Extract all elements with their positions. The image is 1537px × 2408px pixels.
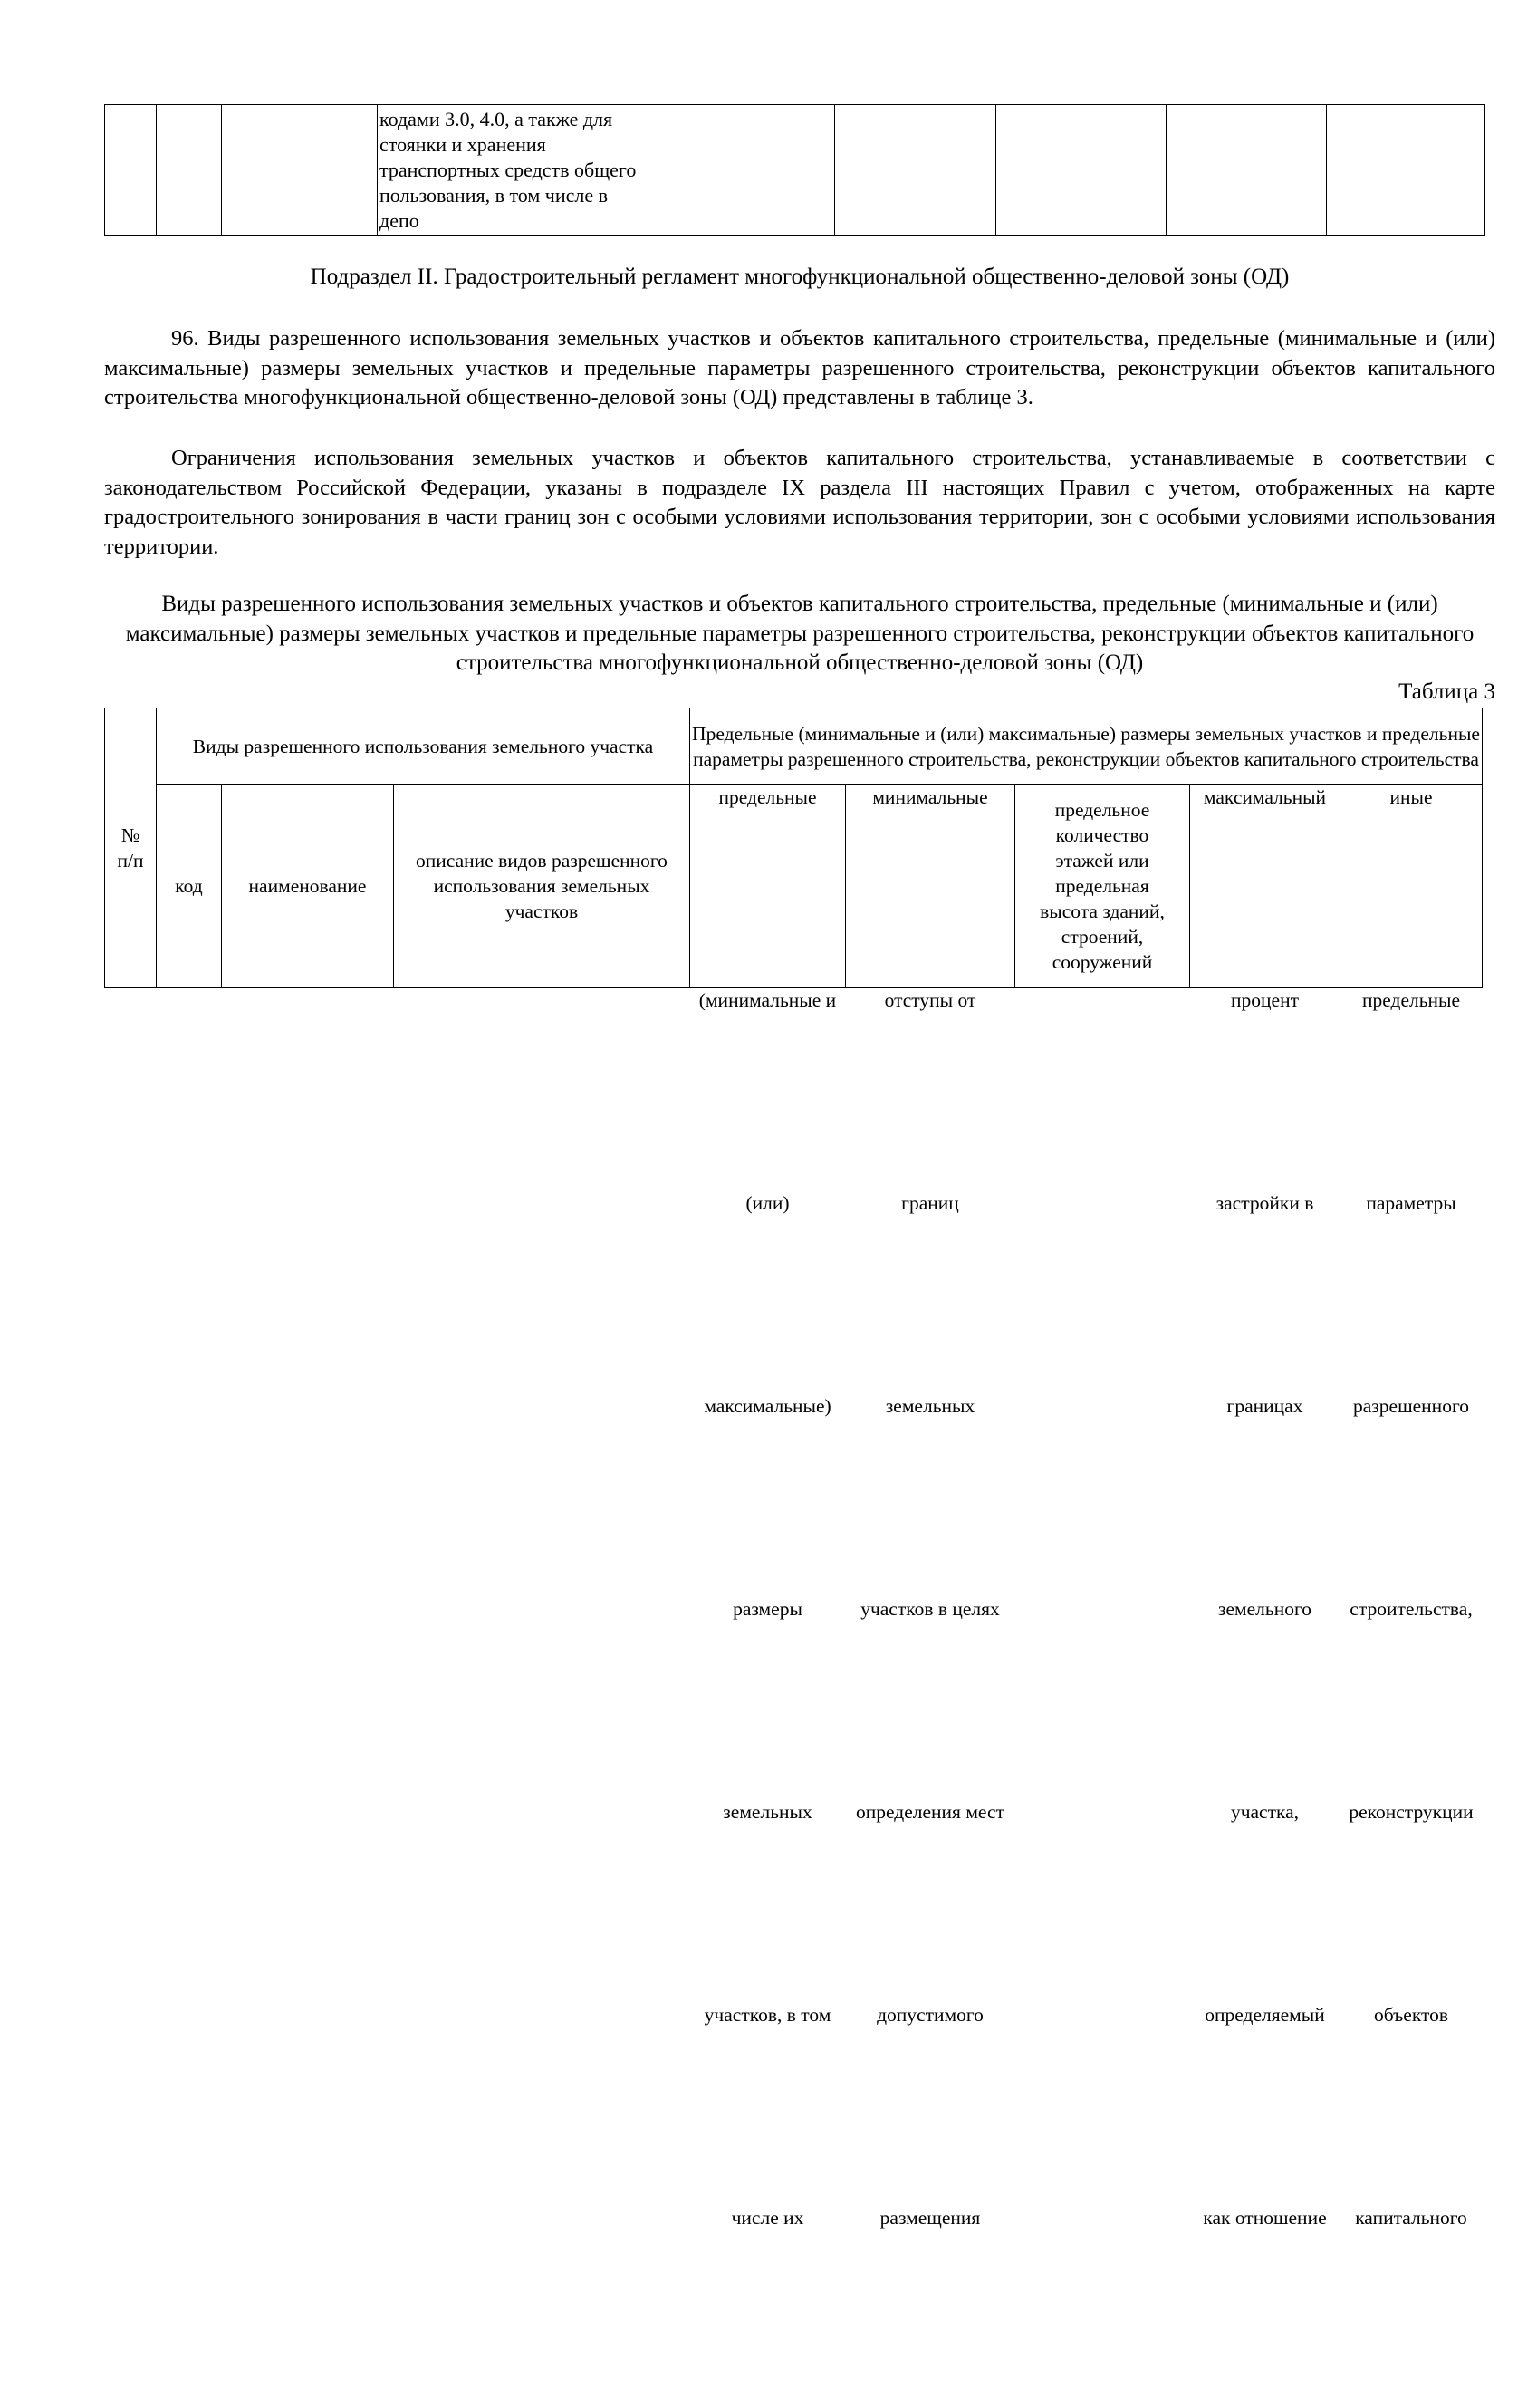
table-cell (677, 105, 835, 236)
table-caption: Виды разрешенного использования земельных участков и объектов капитального строительства, предельные (минимальные и (или) максимальные) размеры земельных участков и предельные параметры разрешенного строительства, реконструкции объектов капитального строительства многофункциональной общественно-деловой зоны (ОД) (125, 592, 1475, 675)
group-header-permitted-uses: Виды разрешенного использования земельного участка (157, 708, 690, 785)
table-row (105, 105, 1485, 236)
column-header-coverage-percent: максимальный процент застройки в границах земельного участка, определяемый как отношение (1190, 785, 1340, 988)
column-header-setbacks: минимальные отступы от границ земельных участков в целях определения мест допустимого размещения (846, 785, 1015, 988)
paragraph-restrictions: Ограничения использования земельных участков и объектов капитального строительства, устанавливаемые в соответствии с законодательством Российской Федерации, указаны в подразделе IX раздела III настоящих Правил с учетом, отображенных на карте градостроительного зонирования в части границ зон с особыми условиями использования территории, зон с особыми условиями использования территории. (104, 446, 1495, 559)
group-header-limit-parameters: Предельные (минимальные и (или) максимальные) размеры земельных участков и предельные параметры разрешенного строительства, реконструкции объектов капитального строительства (690, 708, 1483, 785)
column-header-code: код (157, 785, 222, 988)
table-cell (1327, 105, 1485, 236)
column-header-floors-height: предельное количество этажей или предельная высота зданий, строений, сооружений (1015, 785, 1190, 988)
paragraph-96: 96. Виды разрешенного использования земельных участков и объектов капитального строительства, предельные (минимальные и (или) максимальные) размеры земельных участков и предельные параметры разрешенного строительства, реконструкции объектов капитального строительства многофункциональной общественно-деловой зоны (ОД) представлены в таблице 3. (104, 326, 1495, 409)
description-line: кодами 3.0, 4.0, а также для (379, 108, 613, 130)
table-cell (157, 105, 222, 236)
table-number: Таблица 3 (1398, 679, 1495, 704)
table-cell (105, 105, 157, 236)
column-header-description: описание видов разрешенного использования земельных участков (394, 785, 690, 988)
column-header-name: наименование (222, 785, 394, 988)
table-cell (996, 105, 1167, 236)
table-cell (835, 105, 996, 236)
description-line: депо (379, 209, 419, 232)
description-cell (378, 105, 677, 236)
table-cell (1167, 105, 1327, 236)
table-header-row (105, 785, 1483, 988)
table-header-row (105, 708, 1483, 785)
column-header-plot-sizes: предельные (минимальные и (или) максимальные) размеры земельных участков, в том числе их (690, 785, 846, 988)
description-line: транспортных средств общего (379, 159, 637, 181)
column-header-number: № п/п (105, 708, 157, 988)
table-3 (104, 708, 1483, 2229)
description-line: пользования, в том числе в (379, 184, 609, 207)
previous-table-continuation (104, 104, 1485, 236)
column-header-other-parameters: иные предельные параметры разрешенного строительства, реконструкции объектов капитального (1340, 785, 1483, 988)
table-cell (222, 105, 378, 236)
subsection-heading: Подраздел II. Градостроительный регламент многофункциональной общественно-деловой зоны (ОД) (310, 265, 1290, 289)
description-line: стоянки и хранения (379, 133, 546, 156)
